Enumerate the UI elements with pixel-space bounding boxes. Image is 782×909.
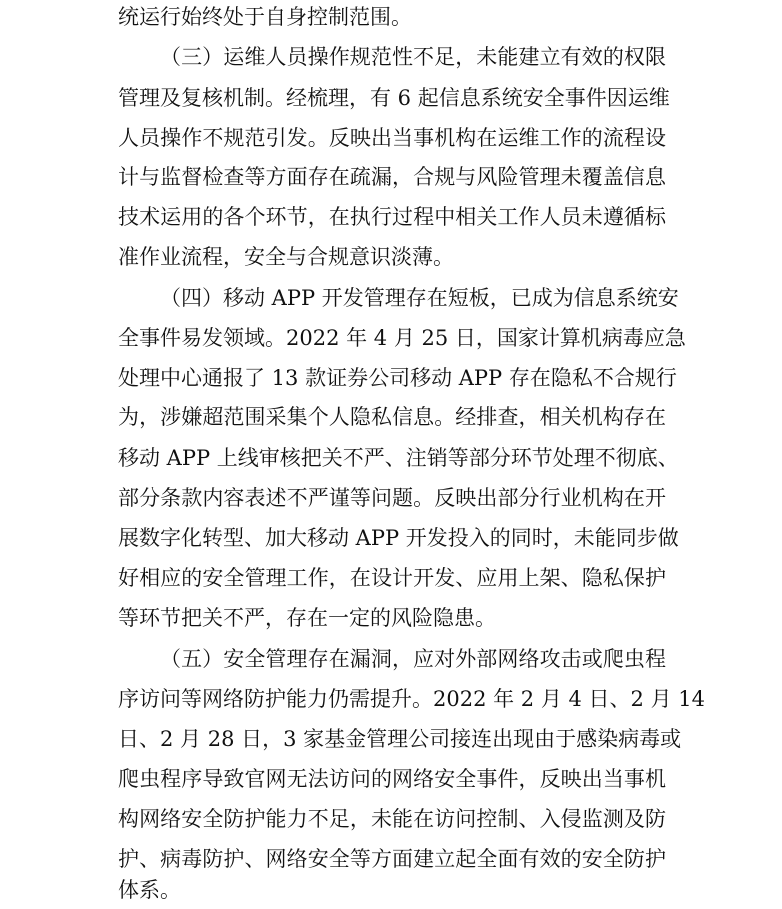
text-line: 等环节把关不严，存在一定的风险隐患。: [118, 606, 496, 630]
section-heading-3: （三）运维人员操作规范性不足，未能建立有效的权限: [160, 45, 666, 69]
text-line: 移动 APP 上线审核把关不严、注销等部分环节处理不彻底、: [118, 446, 679, 470]
text-line: 好相应的安全管理工作，在设计开发、应用上架、隐私保护: [118, 566, 666, 590]
text-line: 处理中心通报了 13 款证券公司移动 APP 存在隐私不合规行: [118, 366, 677, 390]
text-line: 准作业流程，安全与合规意识淡薄。: [118, 245, 454, 269]
text-line: 构网络安全防护能力不足，未能在访问控制、入侵监测及防: [118, 807, 666, 831]
text-line: 展数字化转型、加大移动 APP 开发投入的同时，未能同步做: [118, 526, 679, 550]
text-line: 人员操作不规范引发。反映出当事机构在运维工作的流程设: [118, 126, 666, 150]
text-line: 为，涉嫌超范围采集个人隐私信息。经排查，相关机构存在: [118, 405, 666, 429]
section-heading-5: （五）安全管理存在漏洞，应对外部网络攻击或爬虫程: [160, 647, 666, 671]
text-line: 日、2 月 28 日，3 家基金管理公司接连出现由于感染病毒或: [118, 727, 682, 751]
text-line: 统运行始终处于自身控制范围。: [118, 5, 412, 29]
text-line: 计与监督检查等方面存在疏漏，合规与风险管理未覆盖信息: [118, 165, 666, 189]
section-heading-4: （四）移动 APP 开发管理存在短板，已成为信息系统安: [160, 286, 679, 310]
text-line: 爬虫程序导致官网无法访问的网络安全事件，反映出当事机: [118, 767, 666, 791]
text-line: 部分条款内容表述不严谨等问题。反映出部分行业机构在开: [118, 486, 666, 510]
text-line: 体系。: [118, 878, 181, 902]
text-line: 管理及复核机制。经梳理，有 6 起信息系统安全事件因运维: [118, 86, 670, 110]
text-line: 序访问等网络防护能力仍需提升。2022 年 2 月 4 日、2 月 14: [118, 687, 705, 711]
text-line: 全事件易发领域。2022 年 4 月 25 日，国家计算机病毒应急: [118, 326, 686, 350]
text-line: 技术运用的各个环节，在执行过程中相关工作人员未遵循标: [118, 205, 666, 229]
text-line: 护、病毒防护、网络安全等方面建立起全面有效的安全防护: [118, 847, 666, 871]
